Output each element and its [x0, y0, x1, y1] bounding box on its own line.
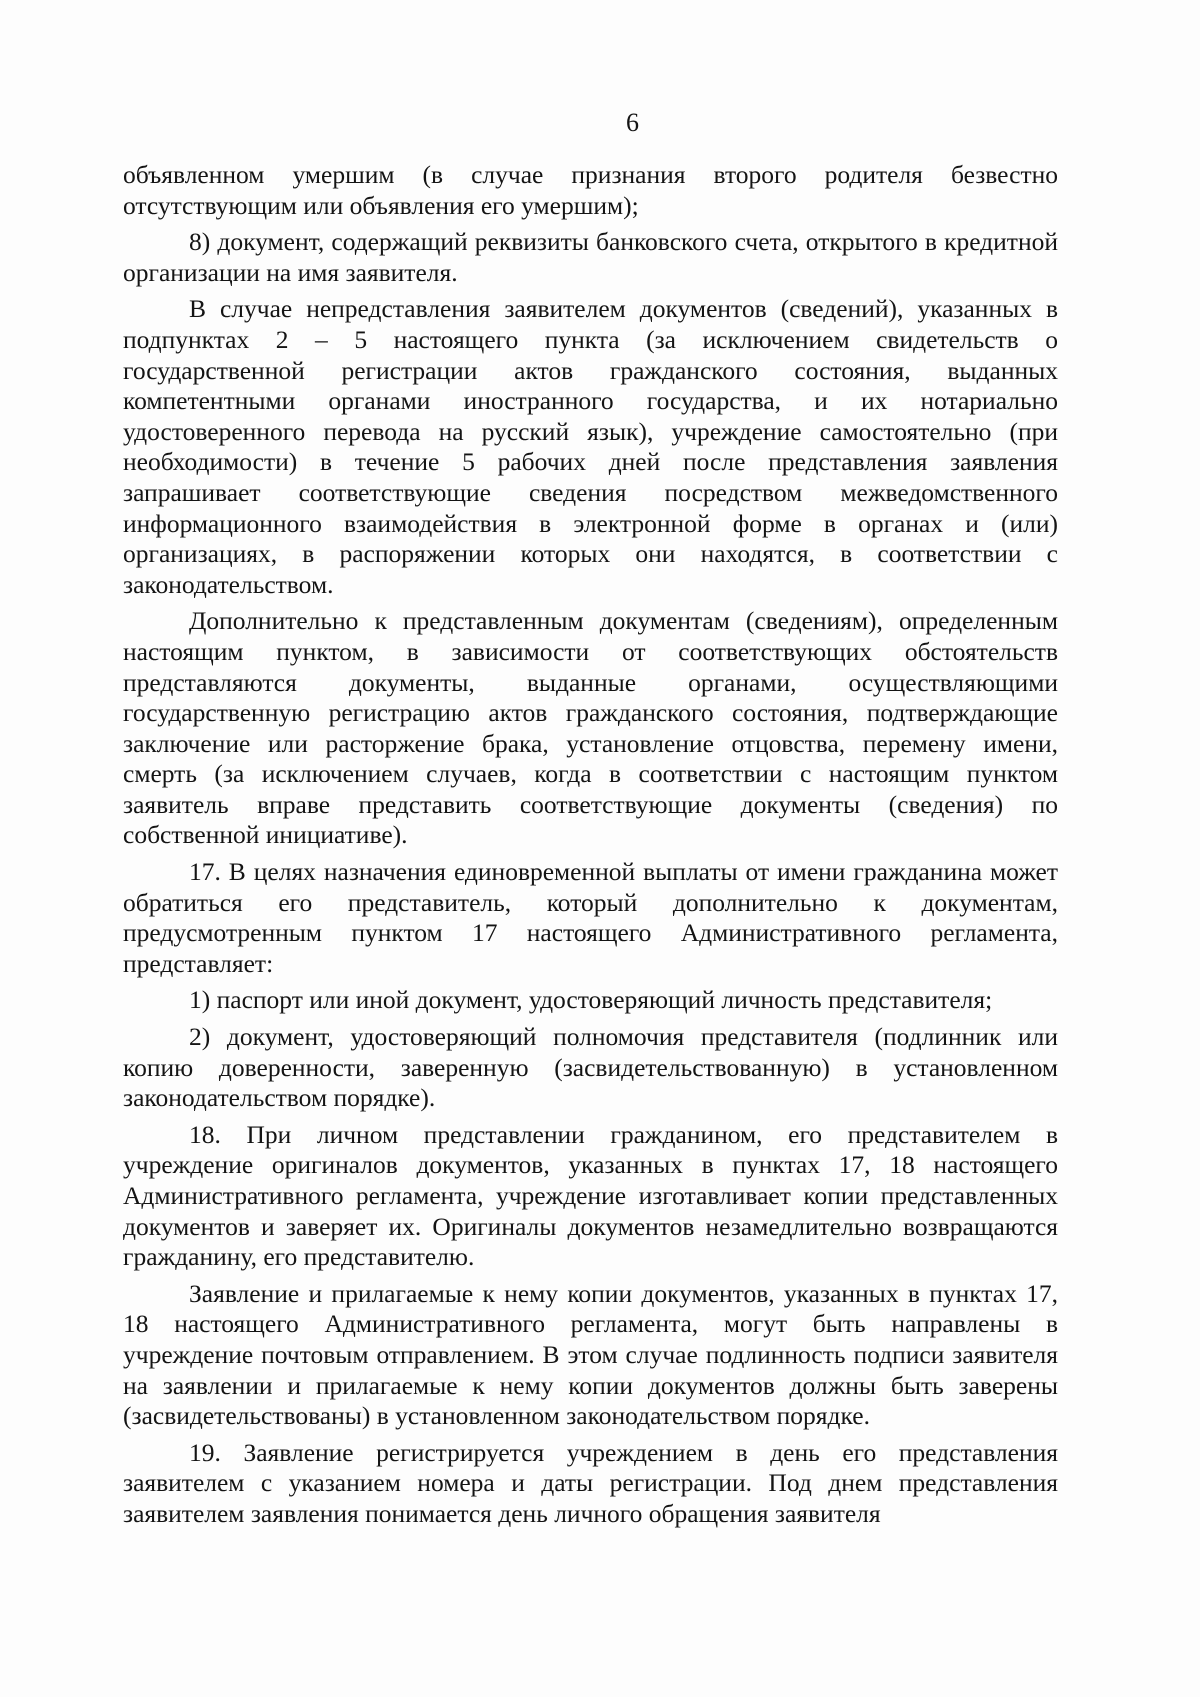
paragraph-continuation: объявленном умершим (в случае признания второго родителя безвестно отсутствующим или объявления его умершим);	[123, 160, 1058, 220]
paragraph-additional-documents: Дополнительно к представленным документам (сведениям), определенным настоящим пунктом, в зависимости от соответствующих обстоятельств представляются документы, выданные органами, осуществляющими государственную регистрацию актов гражданского состояния, подтверждающие заключение или расторжение брака, установление отцовства, перемену имени, смерть (за исключением случаев, когда в соответствии с настоящим пунктом заявитель вправе представить соответствующие документы (сведения) по собственной инициативе).	[123, 606, 1058, 850]
document-body	[123, 160, 1058, 1536]
paragraph-19: 19. Заявление регистрируется учреждением в день его представления заявителем с указанием номера и даты регистрации. Под днем представления заявителем заявления понимается день личного обращения заявителя	[123, 1437, 1058, 1528]
paragraph-18: 18. При личном представлении гражданином, его представителем в учреждение оригиналов документов, указанных в пунктах 17, 18 настоящего Административного регламента, учреждение изготавливает копии представленных документов и заверяет их. Оригиналы документов незамедлительно возвращаются гражданину, его представителю.	[123, 1119, 1058, 1272]
paragraph-item-8: 8) документ, содержащий реквизиты банковского счета, открытого в кредитной организации на имя заявителя.	[123, 227, 1058, 287]
paragraph-18-mail: Заявление и прилагаемые к нему копии документов, указанных в пунктах 17, 18 настоящего Административного регламента, могут быть направлены в учреждение почтовым отправлением. В этом случае подлинность подписи заявителя на заявлении и прилагаемые к нему копии документов должны быть заверены (засвидетельствованы) в установленном законодательством порядке.	[123, 1278, 1058, 1431]
paragraph-17-item-2: 2) документ, удостоверяющий полномочия представителя (подлинник или копию доверенности, заверенную (засвидетельствованную) в установленном законодательством порядке).	[123, 1022, 1058, 1113]
paragraph-nonsubmission: В случае непредставления заявителем документов (сведений), указанных в подпунктах 2 – 5 настоящего пункта (за исключением свидетельств о государственной регистрации актов гражданского состояния, выданных компетентными органами иностранного государства, и их нотариально удостоверенного перевода на русский язык), учреждение самостоятельно (при необходимости) в течение 5 рабочих дней после представления заявления запрашивает соответствующие сведения посредством межведомственного информационного взаимодействия в электронной форме в органах и (или) организациях, в распоряжении которых они находятся, в соответствии с законодательством.	[123, 294, 1058, 599]
page-number: 6	[626, 108, 639, 137]
paragraph-17-item-1: 1) паспорт или иной документ, удостоверяющий личность представителя;	[189, 985, 993, 1015]
paragraph-17: 17. В целях назначения единовременной выплаты от имени гражданина может обратиться его представитель, который дополнительно к документам, предусмотренным пунктом 17 настоящего Административного регламента, представляет:	[123, 857, 1058, 978]
